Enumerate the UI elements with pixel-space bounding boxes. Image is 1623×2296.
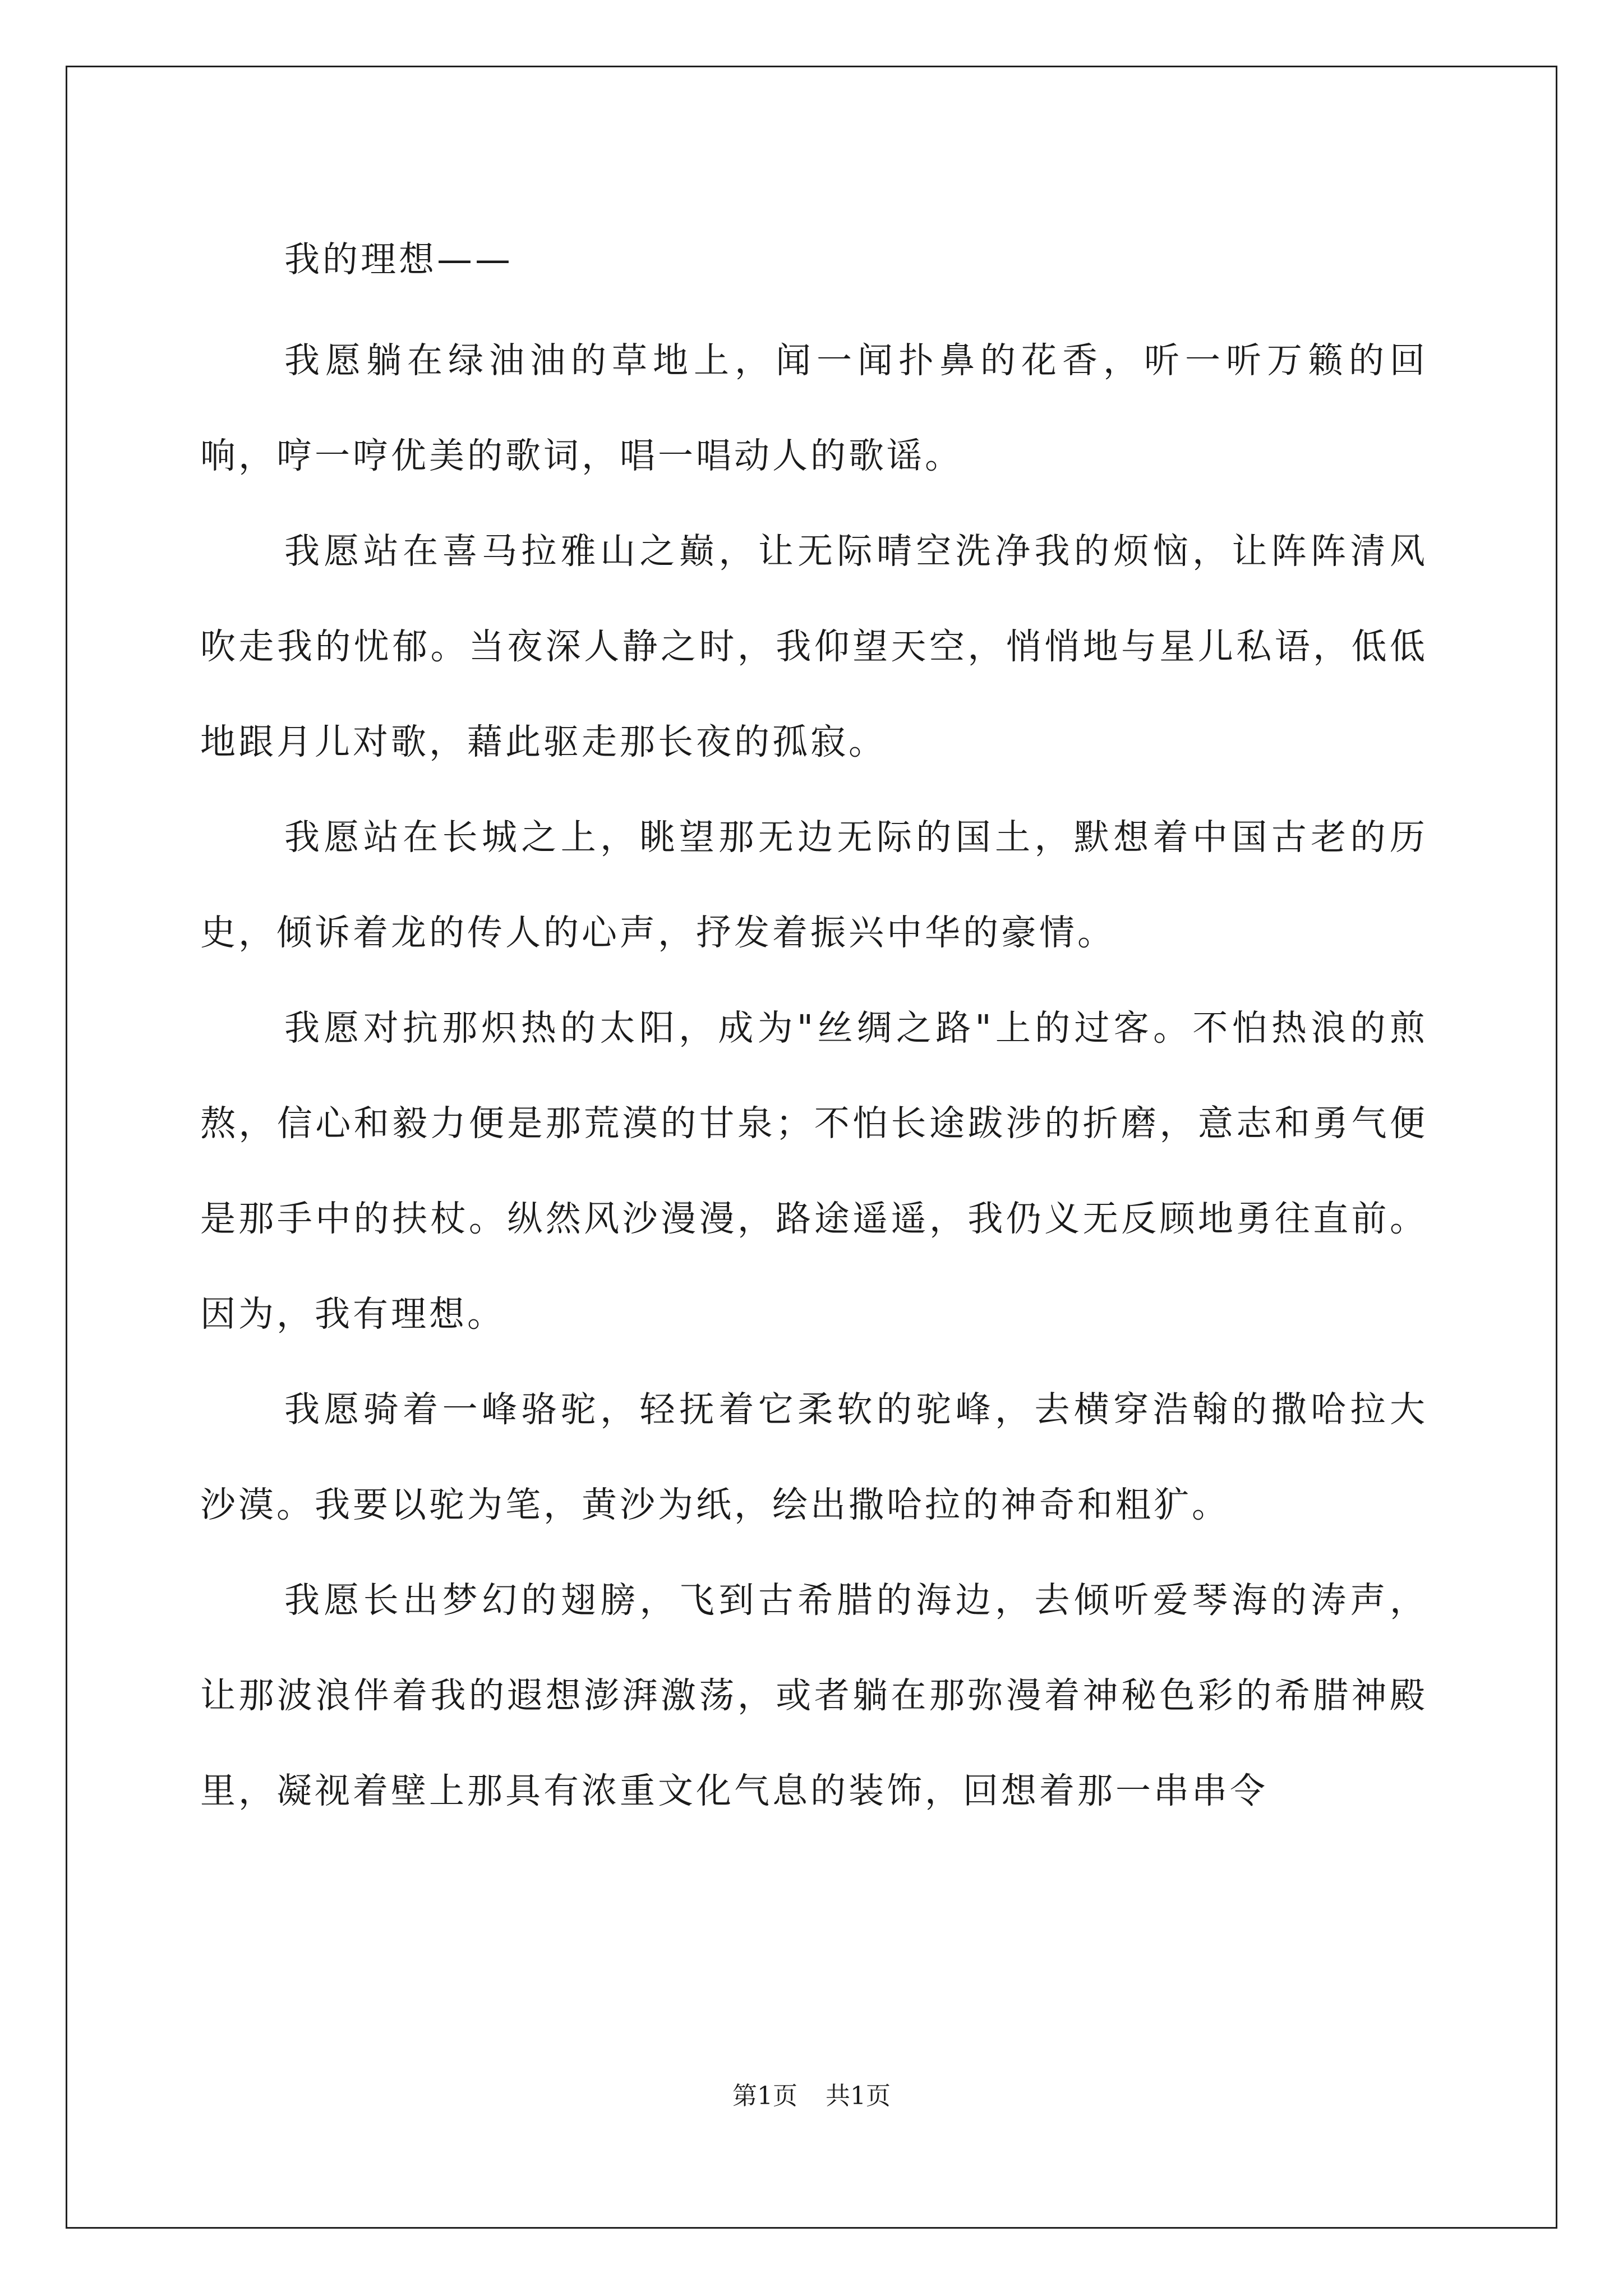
document-body: [200, 223, 1428, 1839]
paragraph-3: 我愿站在长城之上，眺望那无边无际的国土，默想着中国古老的历史，倾诉着龙的传人的心声，抒发着振兴中华的豪情。: [200, 817, 1428, 953]
paragraph-2: 我愿站在喜马拉雅山之巅，让无际晴空洗净我的烦恼，让阵阵清风吹走我的忧郁。当夜深人静之时，我仰望天空，悄悄地与星儿私语，低低地跟月儿对歌，藉此驱走那长夜的孤寂。: [200, 531, 1428, 762]
page-number-total: 共1页: [826, 2082, 891, 2110]
essay-title: 我的理想——: [284, 239, 513, 280]
paragraph-5: 我愿骑着一峰骆驼，轻抚着它柔软的驼峰，去横穿浩翰的撒哈拉大沙漠。我要以驼为笔，黄沙为纸，绘出撒哈拉的神奇和粗犷。: [200, 1389, 1428, 1525]
paragraph-6: 我愿长出梦幻的翅膀，飞到古希腊的海边，去倾听爱琴海的涛声，让那波浪伴着我的遐想澎湃激荡，或者躺在那弥漫着神秘色彩的希腊神殿里，凝视着壁上那具有浓重文化气息的装饰，回想着那一串串令: [200, 1580, 1428, 1811]
paragraph-1: 我愿躺在绿油油的草地上，闻一闻扑鼻的花香，听一听万籁的回响，哼一哼优美的歌词，唱一唱动人的歌谣。: [200, 340, 1428, 476]
paragraph-4: 我愿对抗那炽热的太阳，成为"丝绸之路"上的过客。不怕热浪的煎熬，信心和毅力便是那荒漠的甘泉；不怕长途跋涉的折磨，意志和勇气便是那手中的扶杖。纵然风沙漫漫，路途遥遥，我仍义无反顾地勇往直前。因为，我有理想。: [200, 1007, 1428, 1335]
page-footer: [0, 2076, 1623, 2111]
page-number-current: 第1页: [732, 2082, 797, 2110]
